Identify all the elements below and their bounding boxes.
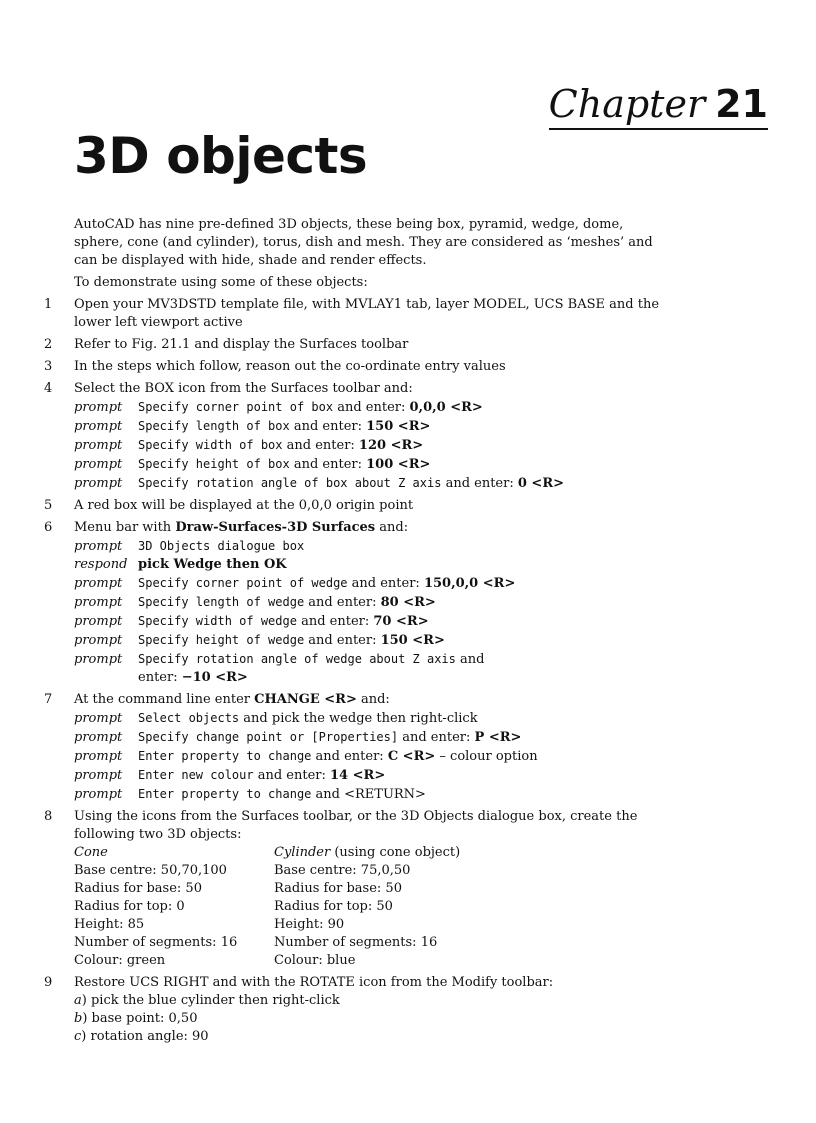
step-4 [44,380,674,493]
step-number: 3 [44,359,53,374]
sub-step: c) rotation angle: 90 [74,1029,209,1044]
prompt-line: prompt Specify rotation angle of box about Z axis and enter: 0 <R> [74,476,565,491]
step-9 [44,974,674,1046]
prompt-line: prompt 3D Objects dialogue box [74,539,305,554]
step-text: Open your MV3DSTD template file, with MVLAY1 tab, layer MODEL, UCS BASE and the lower left viewport active [74,297,660,330]
prompt-line: prompt Specify rotation angle of wedge about Z axis and [74,652,485,667]
step-5 [44,497,674,515]
step-text: Refer to Fig. 21.1 and display the Surfaces toolbar [74,337,409,352]
step-number: 4 [44,381,53,396]
cone-column: Cone Base centre: 50,70,100 Radius for base: 50 Radius for top: 0 Height: 85 Number of segments: 16 Colour: green [74,845,238,968]
intro-paragraph: AutoCAD has nine pre-defined 3D objects, these being box, pyramid, wedge, dome, sphere, cone (and cylinder), torus, dish and mesh. They are considered as ‘meshes’ and can be displayed with hide, shade and render effects. [74,217,653,268]
step-number: 2 [44,337,53,352]
step-3 [44,358,674,376]
respond-line: respond pick Wedge then OK [74,557,287,572]
step-number: 8 [44,809,53,824]
prompt-line: prompt Specify change point or [Properties] and enter: P <R> [74,730,522,745]
chapter-word: Chapter [548,82,706,126]
step-number: 1 [44,297,53,312]
prompt-line: prompt Specify width of wedge and enter: 70 <R> [74,614,429,629]
step-text: Using the icons from the Surfaces toolbar, or the 3D Objects dialogue box, create the following two 3D objects: [74,809,638,842]
objects-table [74,844,674,970]
sub-step: a) pick the blue cylinder then right-click [74,993,340,1008]
step-2 [44,336,674,354]
prompt-line: prompt Specify width of box and enter: 120 <R> [74,438,424,453]
step-7 [44,691,674,804]
prompt-line: prompt Specify length of wedge and enter: 80 <R> [74,595,436,610]
chapter-heading [549,82,768,130]
prompt-line: prompt Specify length of box and enter: 150 <R> [74,419,431,434]
step-number: 9 [44,975,53,990]
prompt-line: prompt Select objects and pick the wedge then right-click [74,711,478,726]
step-number: 7 [44,692,53,707]
step-text: At the command line enter CHANGE <R> and: [74,692,390,707]
step-text: A red box will be displayed at the 0,0,0 origin point [74,498,414,513]
step-number: 5 [44,498,53,513]
chapter-number: 21 [715,82,768,126]
prompt-line: prompt Specify height of box and enter: 100 <R> [74,457,431,472]
prompt-line: prompt Enter property to change and <RETURN> [74,787,426,802]
step-6 [44,519,674,687]
intro-lead: To demonstrate using some of these objects: [74,275,368,290]
step-1 [44,296,674,332]
step-text: Select the BOX icon from the Surfaces toolbar and: [74,381,413,396]
step-text: Menu bar with Draw-Surfaces-3D Surfaces and: [74,520,409,535]
prompt-line: prompt Specify corner point of wedge and enter: 150,0,0 <R> [74,576,516,591]
prompt-continuation: enter: −10 <R> [138,670,248,685]
page-title: 3D objects [74,127,368,185]
page-body [44,216,674,1050]
step-number: 6 [44,520,53,535]
sub-step: b) base point: 0,50 [74,1011,198,1026]
prompt-line: prompt Enter new colour and enter: 14 <R> [74,768,386,783]
prompt-line: prompt Enter property to change and enter: C <R> – colour option [74,749,538,764]
step-text: In the steps which follow, reason out the co-ordinate entry values [74,359,506,374]
step-text: Restore UCS RIGHT and with the ROTATE icon from the Modify toolbar: [74,975,554,990]
prompt-line: prompt Specify corner point of box and enter: 0,0,0 <R> [74,400,483,415]
step-8 [44,808,674,970]
cylinder-column: Cylinder (using cone object) Base centre: 75,0,50 Radius for base: 50 Radius for top: 50 Height: 90 Number of segments: 16 Colour: blue [274,845,461,968]
prompt-line: prompt Specify height of wedge and enter: 150 <R> [74,633,445,648]
